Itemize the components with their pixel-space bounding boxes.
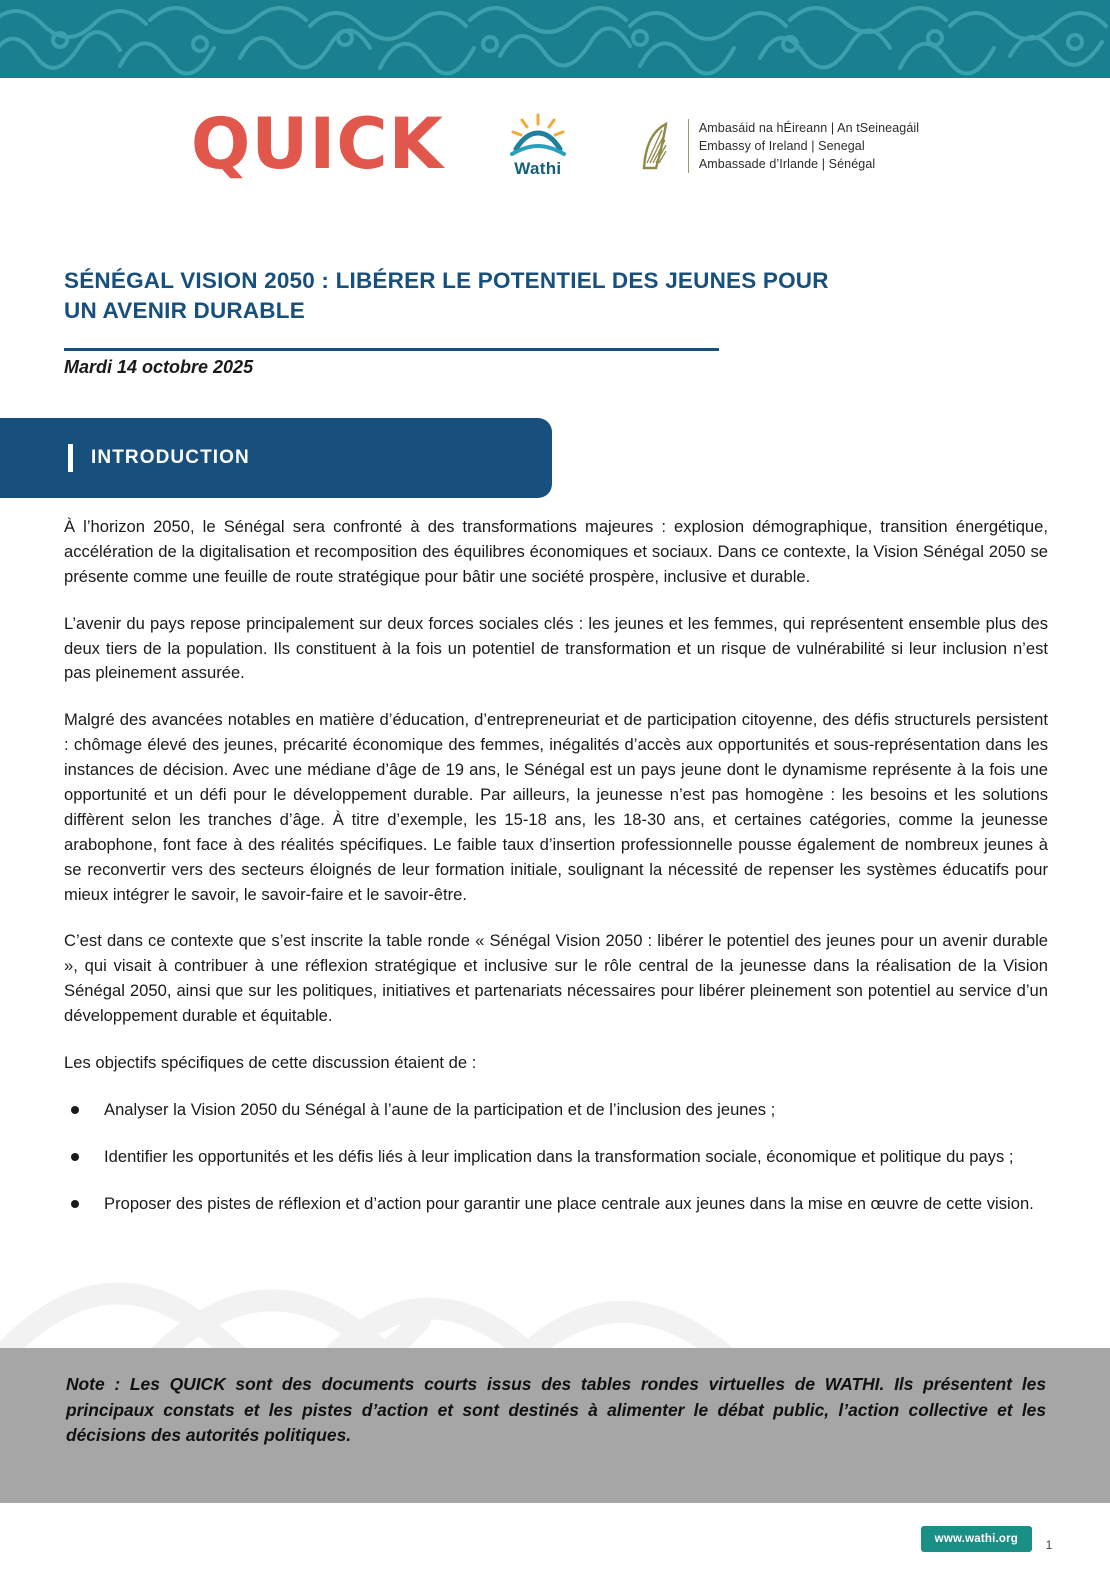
bullet-icon <box>71 1153 79 1161</box>
list-item-label: Proposer des pistes de réflexion et d’action pour garantir une place centrale aux jeunes dans la mise en œuvre de cette vision. <box>104 1193 1034 1213</box>
list-item <box>64 1098 1048 1123</box>
list-item <box>64 1192 1048 1217</box>
objectives-list <box>64 1098 1048 1217</box>
embassy-divider <box>688 119 689 173</box>
document-body <box>64 515 1048 1239</box>
banner-accent-bar <box>68 444 73 472</box>
embassy-line-fr: Ambassade d’Irlande | Sénégal <box>698 157 876 172</box>
page-number: 1 <box>1045 1538 1053 1552</box>
decorative-top-band <box>0 0 1110 78</box>
logo-row <box>0 96 1110 196</box>
wathi-wordmark: Wathi <box>514 159 562 178</box>
paragraph: À l’horizon 2050, le Sénégal sera confronté à des transformations majeures : explosion démographique, transition énergétique, accélération de la digitalisation et recomposition des équilibres économiques et sociaux. Dans ce contexte, la Vision Sénégal 2050 se présente comme une feuille de route stratégique pour bâtir une société prospère, inclusive et durable. <box>64 517 1048 586</box>
embassy-text <box>699 119 919 173</box>
paragraph: C’est dans ce contexte que s’est inscrite la table ronde « Sénégal Vision 2050 : libérer le potentiel des jeunes pour un avenir durable », qui visait à contribuer à une réflexion stratégique et inclusive sur le rôle central de la jeunesse dans la réalisation de la Vision Sénégal 2050, ainsi que sur les politiques, initiatives et partenariats nécessaires pour libérer pleinement son potentiel au service d’un développement durable et équitable. <box>64 931 1048 1026</box>
list-item <box>64 1145 1048 1170</box>
note-text: Note : Les QUICK sont des documents courts issus des tables rondes virtuelles de WATHI. Ils présentent les principaux constats et les pistes d’action et sont destinés à alimenter le débat public, l’action collective et les décisions des autorités politiques. <box>66 1374 1046 1446</box>
embassy-line-ga: Ambasáid na hÉireann | An tSeineagáil <box>698 120 920 135</box>
section-label: INTRODUCTION <box>91 447 250 468</box>
paragraph: L’avenir du pays repose principalement sur deux forces sociales clés : les jeunes et les femmes, qui représentent ensemble plus des deux tiers de la population. Ils constituent à la fois un potentiel de transformation et un risque de vulnérabilité si leur inclusion n’est pas pleinement assurée. <box>64 613 1048 683</box>
paragraph: Malgré des avancées notables en matière d’éducation, d’entrepreneuriat et de participation citoyenne, des défis structurels persistent : chômage élevé des jeunes, précarité économique des femmes, inégalités d’accès aux opportunités et sous-représentation dans les instances de décision. Avec une médiane d’âge de 19 ans, le Sénégal est un pays jeune dont le dynamisme représente à la fois une opportunité et un défi pour le développement durable. Par ailleurs, la jeunesse n’est pas homogène : les besoins et les solutions diffèrent selon les tranches d’âge. À titre d’exemple, les 15-18 ans, les 18-30 ans, et certaines catégories, comme la jeunesse arabophone, font face à des réalités spécifiques. Le faible taux d’insertion professionnelle pousse également de nombreux jeunes à se reconvertir vers des secteurs éloignés de leur formation initiale, soulignant la nécessité de repenser les systèmes éducatifs pour mieux intégrer le savoir, le savoir-faire et le savoir-être. <box>64 710 1048 904</box>
page-title: SÉNÉGAL VISION 2050 : LIBÉRER LE POTENTIEL DES JEUNES POUR UN AVENIR DURABLE <box>64 268 829 323</box>
wathi-sun-icon <box>506 113 570 157</box>
wathi-logo <box>490 113 586 179</box>
list-item-label: Analyser la Vision 2050 du Sénégal à l’aune de la participation et de l’inclusion des jeunes ; <box>104 1099 776 1119</box>
section-banner-introduction <box>0 418 552 498</box>
list-item-label: Identifier les opportunités et les défis liés à leur implication dans la transformation sociale, économique et politique du pays ; <box>104 1146 1014 1166</box>
document-date: Mardi 14 octobre 2025 <box>64 357 254 377</box>
harp-icon <box>632 117 678 175</box>
bullet-icon <box>71 1200 79 1208</box>
quick-logo: QUICK <box>190 103 444 185</box>
paragraph: Les objectifs spécifiques de cette discussion étaient de : <box>64 1053 477 1073</box>
embassy-logo <box>632 117 919 175</box>
embassy-line-en: Embassy of Ireland | Senegal <box>698 138 865 153</box>
footer-website-badge[interactable]: www.wathi.org <box>921 1526 1032 1552</box>
bullet-icon <box>71 1106 79 1114</box>
title-divider <box>64 348 719 351</box>
